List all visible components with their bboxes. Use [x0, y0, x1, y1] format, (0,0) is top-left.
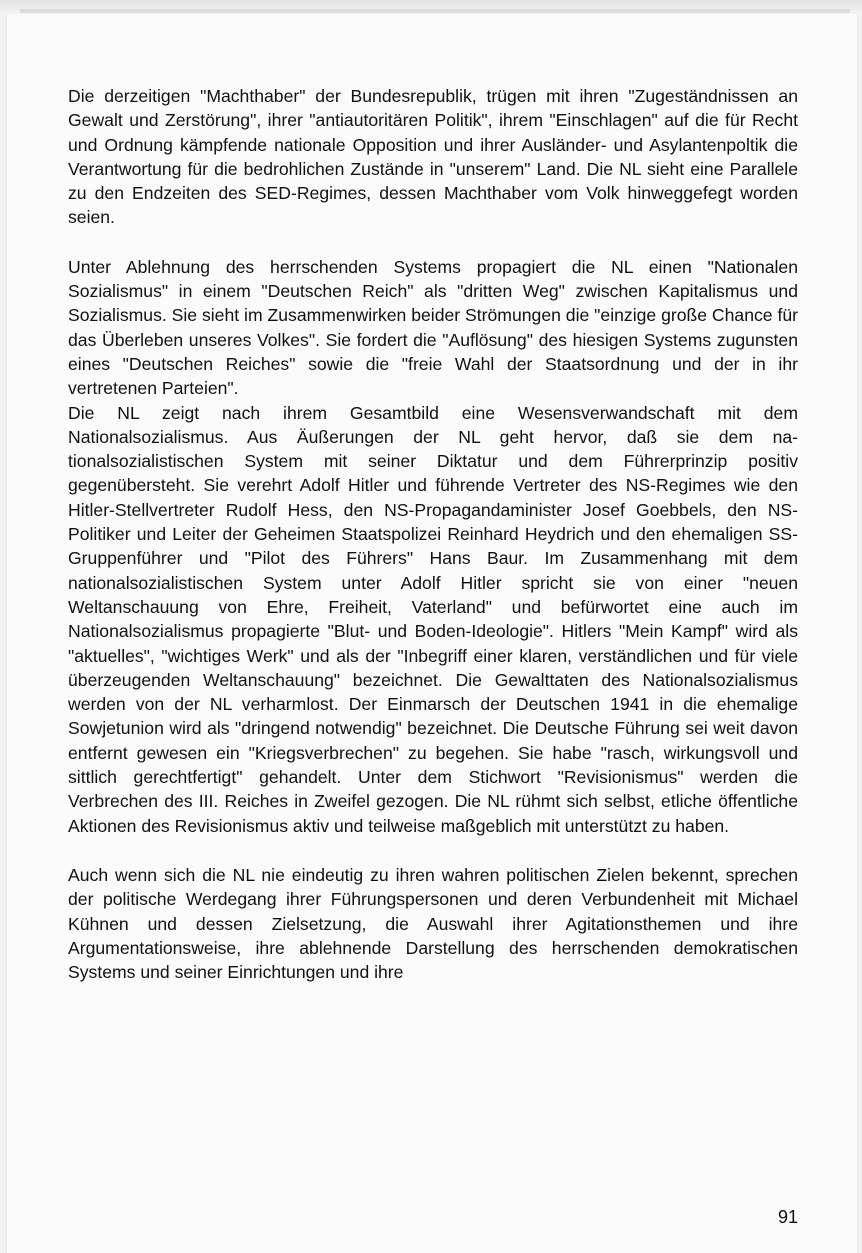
paragraph-3: Die NL zeigt nach ihrem Gesamtbild eine Wesensverwandschaft mit dem Nationalsozialismus. Aus Äußerungen der NL geht hervor, daß sie dem nationalsozialistischen System mit seiner Diktatur und dem Führerprinzip positiv gegenübersteht. Sie verehrt Adolf Hitler und führende Vertreter des NS-Regimes wie den Hitler-Stellvertreter Rudolf Hess, den NS-Propagandaminister Josef Goebbels, den NS-Politiker und Leiter der Geheimen Staatspolizei Reinhard Heydrich und den ehemaligen SS-Gruppenführer und "Pilot des Führers" Hans Baur. Im Zusammenhang mit dem nationalsozialistischen System unter Adolf Hitler spricht sie von einer "neuen Weltanschauung von Ehre, Freiheit, Vaterland" und befürwortet eine auch im Nationalsozialismus propagierte "Blut- und Boden-Ideologie". Hitlers "Mein Kampf" wird als "aktuelles", "wichtiges Werk" und als der "Inbegriff einer klaren, verständlichen und für viele überzeugenden Weltanschauung" bezeichnet. Die Gewalttaten des Nationalsozialismus werden von der NL verharmlost. Der Einmarsch der Deutschen 1941 in die ehemalige Sowjetunion wird als "dringend notwendig" bezeichnet. Die Deutsche Führung sei weit davon entfernt gewesen ein "Kriegsverbrechen" zu begehen. Sie habe "rasch, wirkungsvoll und sittlich gerechtfertigt" gehandelt. Unter dem Stichwort "Revisionismus" werden die Verbrechen des III. Reiches in Zweifel gezogen. Die NL rühmt sich selbst, etliche öffentliche Aktionen des Revisionismus aktiv und teilweise maßgeblich mit unterstützt zu haben. [68, 402, 798, 836]
paragraph-2: Unter Ablehnung des herrschenden Systems propagiert die NL einen "Nationalen Sozialismus" in einem "Deutschen Reich" als "dritten Weg" zwischen Kapitalismus und Sozialismus. Sie sieht im Zusammenwirken beider Strömungen die "einzige große Chance für das Überleben unseres Volkes". Sie fordert die "Auflösung" des hiesigen Systems zugunsten eines "Deutschen Reiches" sowie die "freie Wahl der Staatsordnung und der in ihr vertretenen Parteien". [68, 256, 798, 399]
page-number: 91 [777, 1207, 798, 1227]
page-body [68, 84, 798, 984]
paragraph-1: Die derzeitigen "Machthaber" der Bundesrepublik, trügen mit ihren "Zugeständnissen an Gewalt und Zerstörung", ihrer "antiautoritären Politik", ihrem "Einschlagen" auf die für Recht und Ordnung kämpfende nationale Opposition und ihrer Ausländer- und Asylantenpoltik die Verantwortung für die bedrohlichen Zustände in "unserem" Land. Die NL sieht eine Parallele zu den Endzeiten des SED-Regimes, dessen Machthaber vom Volk hinweggefegt worden seien. [68, 86, 798, 228]
paragraph-4: Auch wenn sich die NL nie eindeutig zu ihren wahren politischen Zielen bekennt, sprechen der politische Werdegang ihrer Führungspersonen und deren Verbundenheit mit Michael Kühnen und dessen Zielsetzung, die Auswahl ihrer Agitationsthemen und ihre Argumentationsweise, ihre ablehnende Darstellung des herrschenden demokratischen Systems und seiner Einrichtungen und ihre [68, 864, 798, 983]
scan-shadow [20, 9, 850, 13]
